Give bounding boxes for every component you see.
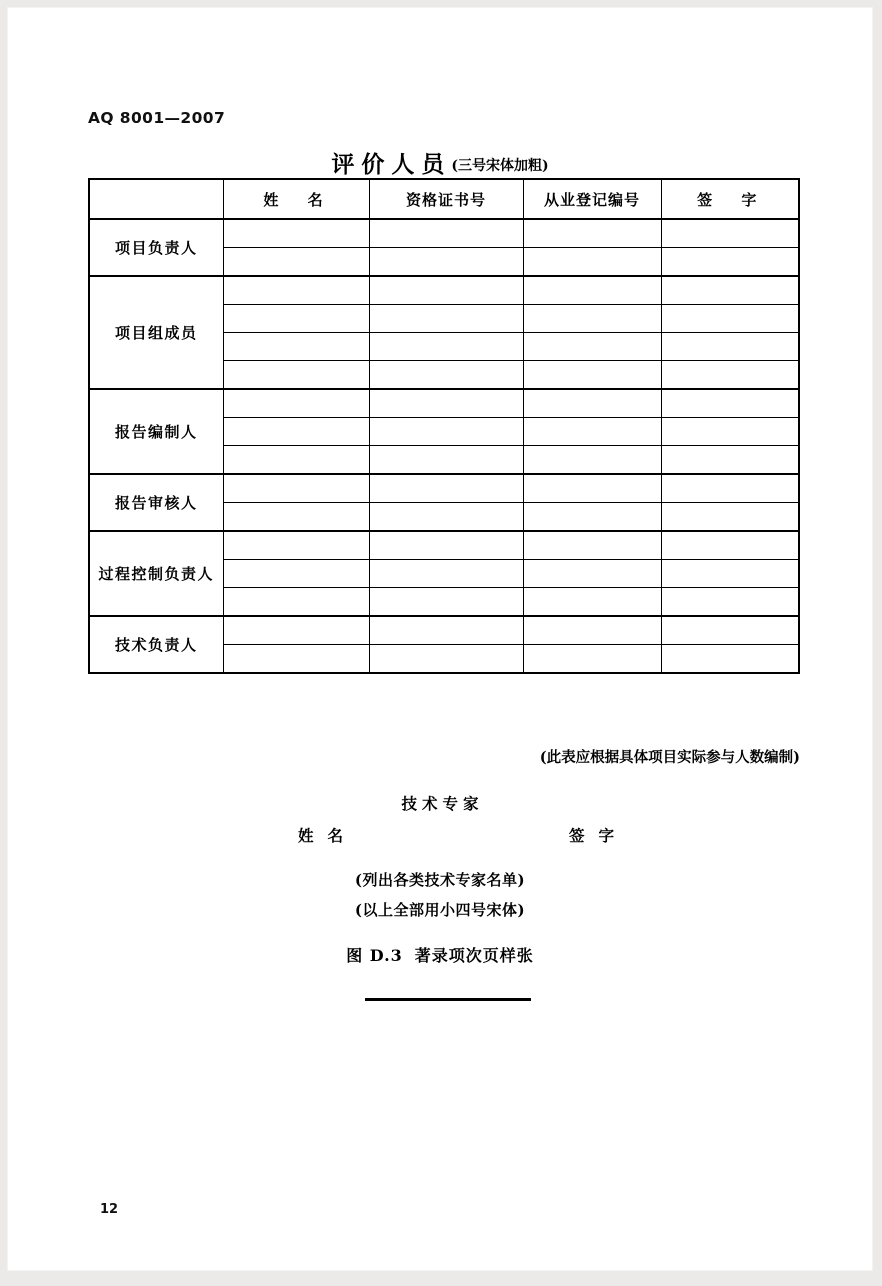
- table-cell: [523, 446, 661, 475]
- table-cell: [523, 645, 661, 674]
- table-cell: [523, 305, 661, 333]
- figure-caption: [8, 943, 872, 966]
- table-cell: [369, 333, 523, 361]
- table-cell: [661, 389, 799, 418]
- table-cell: [223, 645, 369, 674]
- table-cell: [223, 389, 369, 418]
- table-cell: [369, 588, 523, 617]
- table-cell: [369, 248, 523, 277]
- table-cell: [523, 474, 661, 503]
- table-cell: [223, 588, 369, 617]
- section-end-rule: [365, 998, 531, 1001]
- table-cell: [369, 531, 523, 560]
- table-row: [89, 531, 799, 560]
- table-cell: [661, 446, 799, 475]
- table-cell: [369, 361, 523, 390]
- table-cell: [661, 418, 799, 446]
- experts-note-1: (列出各类技术专家名单): [354, 871, 526, 889]
- running-head: AQ 8001—2007: [88, 109, 226, 127]
- table-cell: [369, 276, 523, 305]
- table-cell: [369, 616, 523, 645]
- table-cell: [523, 503, 661, 532]
- table-cell: [661, 560, 799, 588]
- table-cell: [523, 248, 661, 277]
- experts-field-row: [298, 824, 628, 846]
- table-cell: [661, 616, 799, 645]
- table-cell: [523, 361, 661, 390]
- table-body: [89, 219, 799, 673]
- table-cell: [523, 418, 661, 446]
- table-cell: [523, 219, 661, 248]
- table-cell: [223, 503, 369, 532]
- table-cell: [223, 560, 369, 588]
- experts-note-2: (以上全部用小四号宋体): [354, 901, 526, 919]
- table-cell: [661, 474, 799, 503]
- row-label-3: 报告审核人: [89, 474, 223, 531]
- table-cell: [661, 503, 799, 532]
- column-header-name-label: 姓 名: [263, 190, 335, 209]
- table-cell: [523, 588, 661, 617]
- table-row: [89, 219, 799, 248]
- table-cell: [369, 389, 523, 418]
- table-cell: [661, 219, 799, 248]
- table-cell: [369, 219, 523, 248]
- page-title-note: (三号宋体加粗): [451, 158, 549, 174]
- table-cell: [369, 503, 523, 532]
- table-cell: [661, 588, 799, 617]
- table-cell: [223, 333, 369, 361]
- table-note: (此表应根据具体项目实际参与人数编制): [539, 749, 800, 766]
- table-cell: [661, 531, 799, 560]
- table-row: [89, 616, 799, 645]
- table-cell: [661, 645, 799, 674]
- table-cell: [223, 616, 369, 645]
- table-cell: [223, 361, 369, 390]
- row-label-2: 报告编制人: [89, 389, 223, 474]
- row-label-5: 技术负责人: [89, 616, 223, 673]
- document-page: [8, 8, 872, 1270]
- table-cell: [661, 305, 799, 333]
- table-cell: [223, 276, 369, 305]
- page-number: 12: [100, 1202, 119, 1217]
- table-cell: [523, 560, 661, 588]
- table-cell: [223, 474, 369, 503]
- table-cell: [661, 361, 799, 390]
- table-cell: [523, 531, 661, 560]
- table-cell: [661, 248, 799, 277]
- column-header-signature-label: 签 字: [697, 190, 769, 209]
- experts-field-name: 姓名: [298, 826, 358, 845]
- column-header-role: [89, 179, 223, 219]
- table-cell: [523, 389, 661, 418]
- table-cell: [369, 305, 523, 333]
- table-cell: [369, 560, 523, 588]
- table-cell: [223, 418, 369, 446]
- table-cell: [369, 446, 523, 475]
- table-cell: [369, 418, 523, 446]
- row-label-1: 项目组成员: [89, 276, 223, 389]
- table-cell: [661, 276, 799, 305]
- page-title: [8, 146, 872, 179]
- figure-caption-text: 著录项次页样张: [414, 946, 534, 965]
- table-cell: [223, 531, 369, 560]
- experts-field-signature: 签字: [568, 826, 628, 845]
- table-header-row: [89, 179, 799, 219]
- table-cell: [523, 616, 661, 645]
- table-cell: [369, 645, 523, 674]
- evaluation-personnel-table: [88, 178, 800, 674]
- column-header-signature: [661, 179, 799, 219]
- table-row: [89, 474, 799, 503]
- table-row: [89, 276, 799, 305]
- row-label-0: 项目负责人: [89, 219, 223, 276]
- table-cell: [223, 219, 369, 248]
- figure-number: 图 D.3: [346, 946, 403, 965]
- table-cell: [661, 333, 799, 361]
- table-cell: [223, 248, 369, 277]
- table-cell: [523, 276, 661, 305]
- table-row: [89, 389, 799, 418]
- table-cell: [223, 305, 369, 333]
- table-cell: [223, 446, 369, 475]
- column-header-registration: 从业登记编号: [523, 179, 661, 219]
- experts-section-title: 技术专家: [401, 794, 484, 813]
- column-header-certificate: 资格证书号: [369, 179, 523, 219]
- column-header-name: [223, 179, 369, 219]
- table-cell: [369, 474, 523, 503]
- row-label-4: 过程控制负责人: [89, 531, 223, 616]
- table-cell: [523, 333, 661, 361]
- page-title-text: 评价人员: [331, 151, 452, 178]
